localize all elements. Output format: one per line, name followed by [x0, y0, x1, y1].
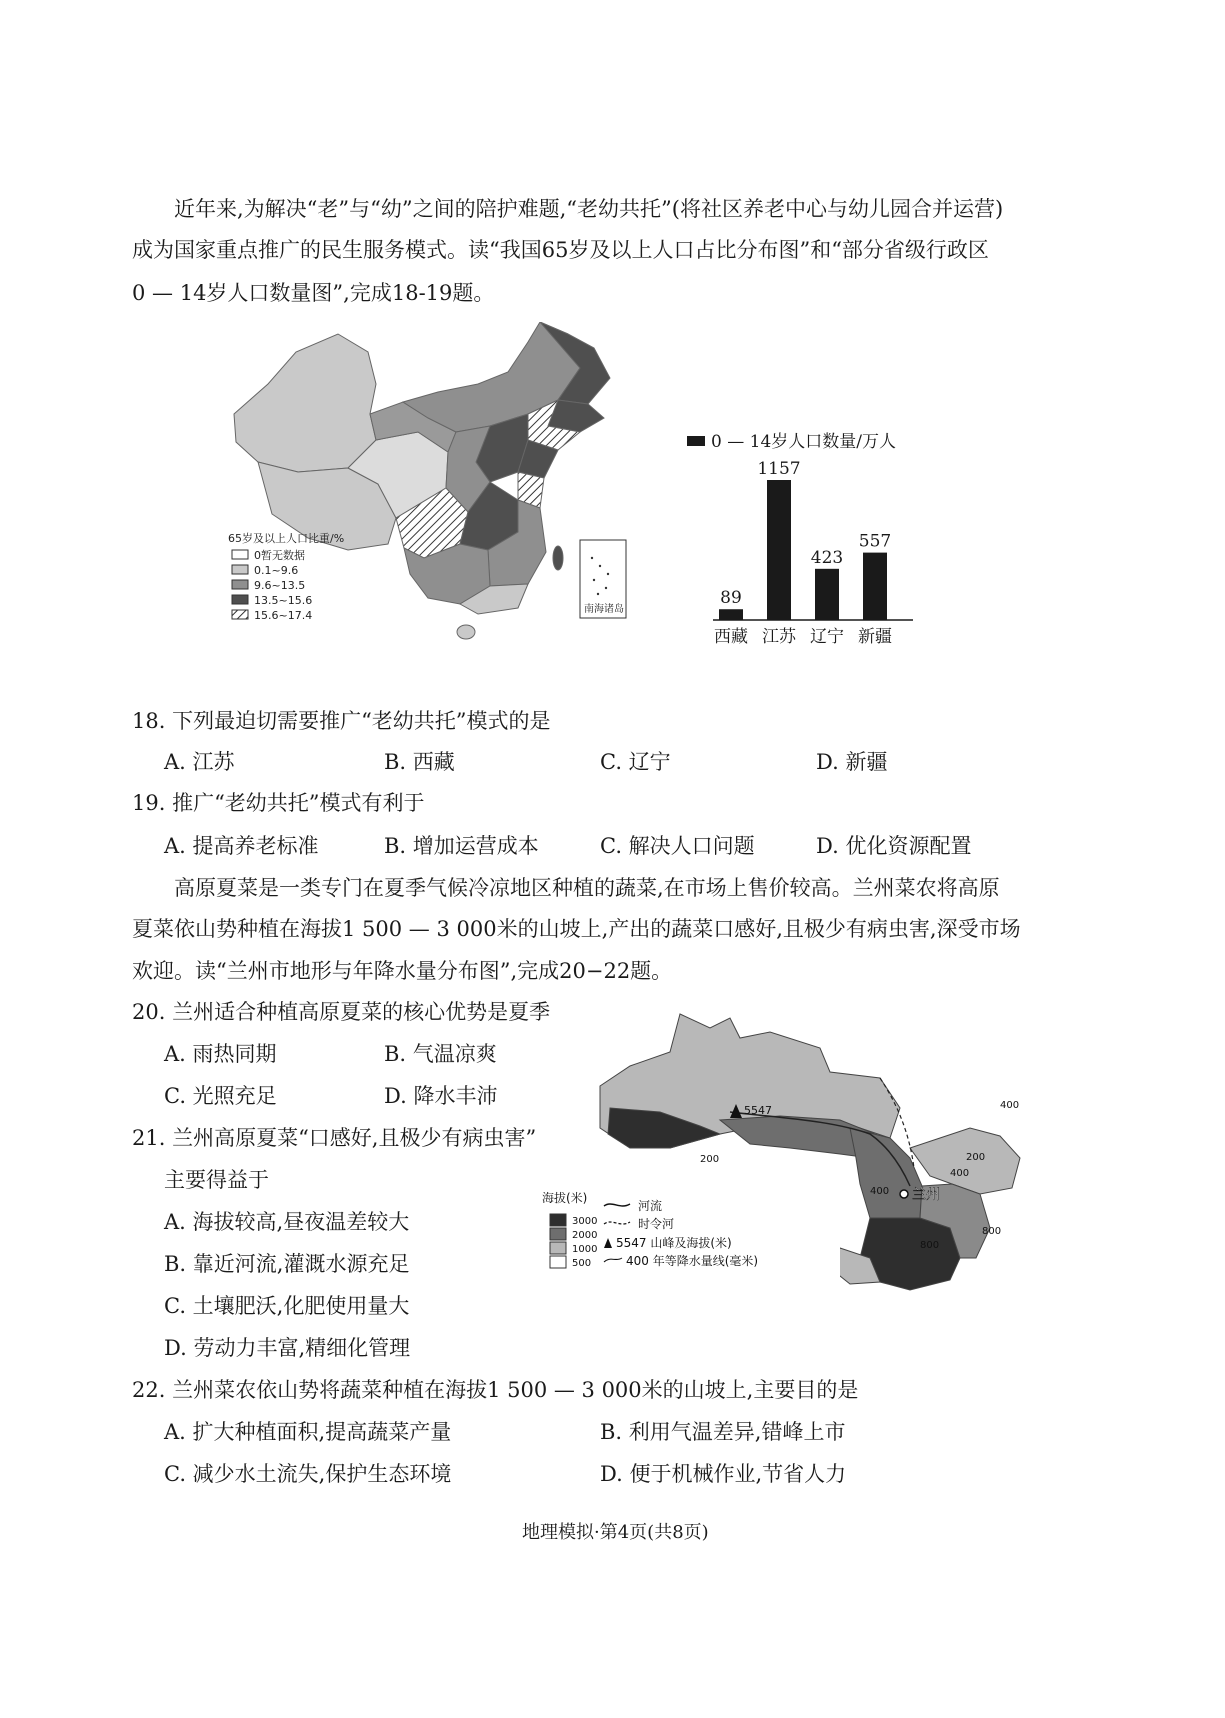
legend-swatch-4: [232, 610, 248, 619]
q22-option-a[interactable]: A. 扩大种植面积,提高蔬菜产量: [164, 1420, 452, 1444]
q20-option-d[interactable]: D. 降水丰沛: [384, 1084, 498, 1108]
q21-stem-2: 主要得益于: [164, 1168, 269, 1192]
elev-label-3: 500: [572, 1258, 592, 1269]
intro2-line-1: 高原夏菜是一类专门在夏季气候冷凉地区种植的蔬菜,在市场上售价较高。兰州菜农将高原: [174, 876, 1000, 900]
q20-stem: 20. 兰州适合种植高原夏菜的核心优势是夏季: [132, 1000, 551, 1024]
bar-category-label-1: 江苏: [762, 627, 796, 647]
region-east: [910, 1128, 1020, 1194]
legend-swatch-1: [232, 565, 248, 574]
bar-value-label-2: 423: [810, 547, 844, 568]
legend-peak-label: 5547 山峰及海拔(米): [616, 1236, 732, 1250]
q19-option-d[interactable]: D. 优化资源配置: [816, 834, 972, 858]
q18-option-c[interactable]: C. 辽宁: [600, 750, 671, 774]
q21-stem-1: 21. 兰州高原夏菜“口感好,且极少有病虫害”: [132, 1126, 537, 1150]
q18-option-b[interactable]: B. 西藏: [384, 750, 455, 774]
elev-swatch-2: [550, 1242, 566, 1254]
map2-legend-title: 海拔(米): [542, 1191, 588, 1205]
q18-option-d[interactable]: D. 新疆: [816, 750, 888, 774]
q21-option-d[interactable]: D. 劳动力丰富,精细化管理: [164, 1336, 411, 1360]
intro1-line-2: 成为国家重点推广的民生服务模式。读“我国65岁及以上人口占比分布图”和“部分省级行政区: [132, 238, 989, 262]
bar-legend-label: 0 — 14岁人口数量/万人: [711, 432, 896, 452]
bar-legend-swatch: [687, 436, 705, 446]
q20-option-b[interactable]: B. 气温凉爽: [384, 1042, 497, 1066]
intro2-line-2: 夏菜依山势种植在海拔1 500 — 3 000米的山坡上,产出的蔬菜口感好,且极少有病虫害,深受市场: [132, 917, 1021, 941]
bar-3: [863, 553, 887, 620]
city-label: 兰州: [912, 1187, 940, 1203]
bar-2: [815, 569, 839, 620]
isoline-label-400-a: 400: [1000, 1100, 1020, 1111]
china-aging-map: [228, 322, 660, 676]
intro2-line-3: 欢迎。读“兰州市地形与年降水量分布图”,完成20−22题。: [132, 959, 673, 983]
bar-value-label-0: 89: [720, 588, 742, 609]
elev-label-1: 2000: [572, 1230, 598, 1241]
isoline-label-800-b: 800: [920, 1240, 940, 1251]
bar-0: [719, 609, 743, 620]
q22-option-c[interactable]: C. 减少水土流失,保护生态环境: [164, 1462, 452, 1486]
page-footer: 地理模拟·第4页(共8页): [522, 1522, 709, 1543]
q19-option-b[interactable]: B. 增加运营成本: [384, 834, 539, 858]
elev-swatch-3: [550, 1256, 566, 1268]
intro1-line-3: 0 — 14岁人口数量图”,完成18-19题。: [132, 281, 495, 305]
map1-legend-title: 65岁及以上人口比重/%: [228, 532, 345, 545]
q19-stem: 19. 推广“老幼共托”模式有利于: [132, 791, 425, 815]
map1-legend: [232, 548, 312, 622]
legend-swatch-3: [232, 595, 248, 604]
legend-label-0: 0暂无数据: [254, 549, 305, 562]
legend-swatch-2: [232, 580, 248, 589]
legend-label-2: 9.6~13.5: [254, 579, 306, 592]
elev-swatch-0: [550, 1214, 566, 1226]
legend-river-label: 河流: [638, 1199, 663, 1213]
q20-option-c[interactable]: C. 光照充足: [164, 1084, 277, 1108]
q22-option-b[interactable]: B. 利用气温差异,错峰上市: [600, 1420, 846, 1444]
legend-label-1: 0.1~9.6: [254, 564, 299, 577]
peak-label: 5547: [744, 1104, 772, 1117]
bar-chart-svg: [685, 428, 935, 666]
isoline-label-400-b: 400: [950, 1168, 970, 1179]
elev-label-0: 3000: [572, 1216, 598, 1227]
legend-seasonal-river-label: 时令河: [638, 1217, 675, 1231]
lanzhou-terrain-map: [542, 1008, 1030, 1314]
region-hainan: [457, 625, 475, 639]
legend-swatch-0: [232, 550, 248, 559]
legend-label-3: 13.5~15.6: [254, 594, 313, 607]
bar-1: [767, 480, 791, 620]
bar-category-label-3: 新疆: [858, 627, 892, 647]
intro1-line-1: 近年来,为解决“老”与“幼”之间的陪护难题,“老幼共托”(将社区养老中心与幼儿园合并运营): [174, 197, 1004, 221]
q21-option-b[interactable]: B. 靠近河流,灌溉水源充足: [164, 1252, 410, 1276]
bar-category-label-2: 辽宁: [810, 627, 844, 647]
map2-legend: [540, 1188, 840, 1308]
elev-label-2: 1000: [572, 1244, 598, 1255]
isoline-label-200-a: 200: [966, 1152, 986, 1163]
q22-stem: 22. 兰州菜农依山势将蔬菜种植在海拔1 500 — 3 000米的山坡上,主要目的是: [132, 1378, 859, 1402]
isoline-label-400-c: 400: [870, 1186, 890, 1197]
bar-value-label-1: 1157: [757, 459, 801, 479]
q18-option-a[interactable]: A. 江苏: [164, 750, 235, 774]
region-taiwan: [553, 546, 563, 570]
q19-option-a[interactable]: A. 提高养老标准: [164, 834, 319, 858]
isoline-label-200-b: 200: [700, 1154, 720, 1165]
q21-option-c[interactable]: C. 土壤肥沃,化肥使用量大: [164, 1294, 410, 1318]
legend-label-4: 15.6~17.4: [254, 609, 313, 622]
q18-stem: 18. 下列最迫切需要推广“老幼共托”模式的是: [132, 709, 551, 733]
inset-label: 南海诸岛: [584, 604, 624, 615]
q20-option-a[interactable]: A. 雨热同期: [164, 1042, 277, 1066]
city-marker-icon: [900, 1190, 908, 1198]
bar-chart: [685, 428, 935, 666]
isoline-label-800-a: 800: [982, 1226, 1002, 1237]
china-map-svg: [228, 322, 660, 676]
q22-option-d[interactable]: D. 便于机械作业,节省人力: [600, 1462, 847, 1486]
region-xinjiang: [234, 334, 376, 472]
elev-swatch-1: [550, 1228, 566, 1240]
q21-option-a[interactable]: A. 海拔较高,昼夜温差较大: [164, 1210, 410, 1234]
bar-value-label-3: 557: [858, 531, 892, 552]
q19-option-c[interactable]: C. 解决人口问题: [600, 834, 755, 858]
legend-isoline-label: 400 年等降水量线(毫米): [626, 1254, 759, 1268]
bar-category-label-0: 西藏: [714, 627, 748, 647]
